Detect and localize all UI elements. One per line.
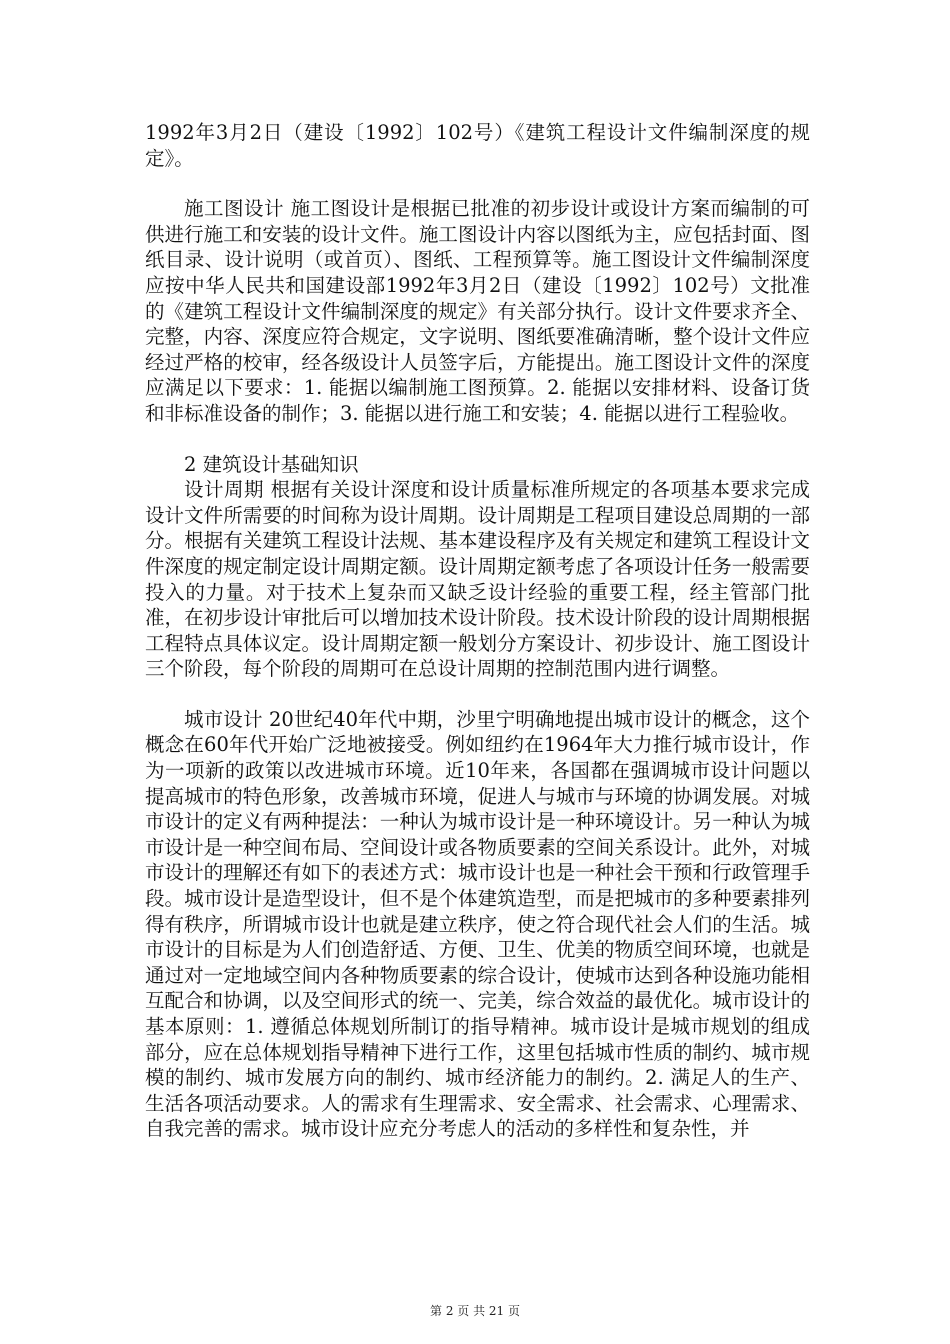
paragraph-construction-drawing-design: 施工图设计 施工图设计是根据已批准的初步设计或设计方案而编制的可供进行施工和安装的设计文件。施工图设计内容以图纸为主，应包括封面、图纸目录、设计说明（或首页）、图纸、工程预算等。施工图设计文件编制深度应按中华人民共和国建设部1992年3月2日（建设〔1992〕102号）文批准的《建筑工程设计文件编制深度的规定》有关部分执行。设计文件要求齐全、完整，内容、深度应符合规定，文字说明、图纸要准确清晰，整个设计文件应经过严格的校审，经各级设计人员签字后，方能提出。施工图设计文件的深度应满足以下要求：1. 能据以编制施工图预算。2. 能据以安排材料、设备订货和非标准设备的制作；3. 能据以进行施工和安装；4. 能据以进行工程验收。 — [145, 197, 810, 425]
paragraph-continuation: 1992年3月2日（建设〔1992〕102号）《建筑工程设计文件编制深度的规定》。 — [145, 121, 810, 170]
page-footer: 第 2 页 共 21 页 — [430, 1304, 520, 1318]
section-heading: 2 建筑设计基础知识 — [184, 452, 359, 476]
paragraph-urban-design: 城市设计 20世纪40年代中期，沙里宁明确地提出城市设计的概念，这个概念在60年代开始广泛地被接受。例如纽约在1964年大力推行城市设计，作为一项新的政策以改进城市环境。近10年来，各国都在强调城市设计问题以提高城市的特色形象，改善城市环境，促进人与城市与环境的协调发展。对城市设计的定义有两种提法：一种认为城市设计是一种环境设计。另一种认为城市设计是一种空间布局、空间设计或各物质要素的空间关系设计。此外，对城市设计的理解还有如下的表述方式：城市设计也是一种社会干预和行政管理手段。城市设计是造型设计，但不是个体建筑造型，而是把城市的多种要素排列得有秩序，所谓城市设计也就是建立秩序，使之符合现代社会人们的生活。城市设计的目标是为人们创造舒适、方便、卫生、优美的物质空间环境，也就是通过对一定地域空间内各种物质要素的综合设计，使城市达到各种设施功能相互配合和协调，以及空间形式的统一、完美，综合效益的最优化。城市设计的基本原则：1. 遵循总体规划所制订的指导精神。城市设计是城市规划的组成部分，应在总体规划指导精神下进行工作，这里包括城市性质的制约、城市规模的制约、城市发展方向的制约、城市经济能力的制约。2. 满足人的生产、生活各项活动要求。人的需求有生理需求、安全需求、社会需求、心理需求、自我完善的需求。城市设计应充分考虑人的活动的多样性和复杂性，并 — [145, 707, 810, 1141]
paragraph-design-period: 设计周期 根据有关设计深度和设计质量标准所规定的各项基本要求完成设计文件所需要的时间称为设计周期。设计周期是工程项目建设总周期的一部分。根据有关建筑工程设计法规、基本建设程序及有关规定和建筑工程设计文件深度的规定制定设计周期定额。设计周期定额考虑了各项设计任务一般需要投入的力量。对于技术上复杂而又缺乏设计经验的重要工程，经主管部门批准，在初步设计审批后可以增加技术设计阶段。技术设计阶段的设计周期根据工程特点具体议定。设计周期定额一般划分方案设计、初步设计、施工图设计三个阶段，每个阶段的周期可在总设计周期的控制范围内进行调整。 — [145, 478, 810, 681]
document-body — [145, 120, 810, 1142]
